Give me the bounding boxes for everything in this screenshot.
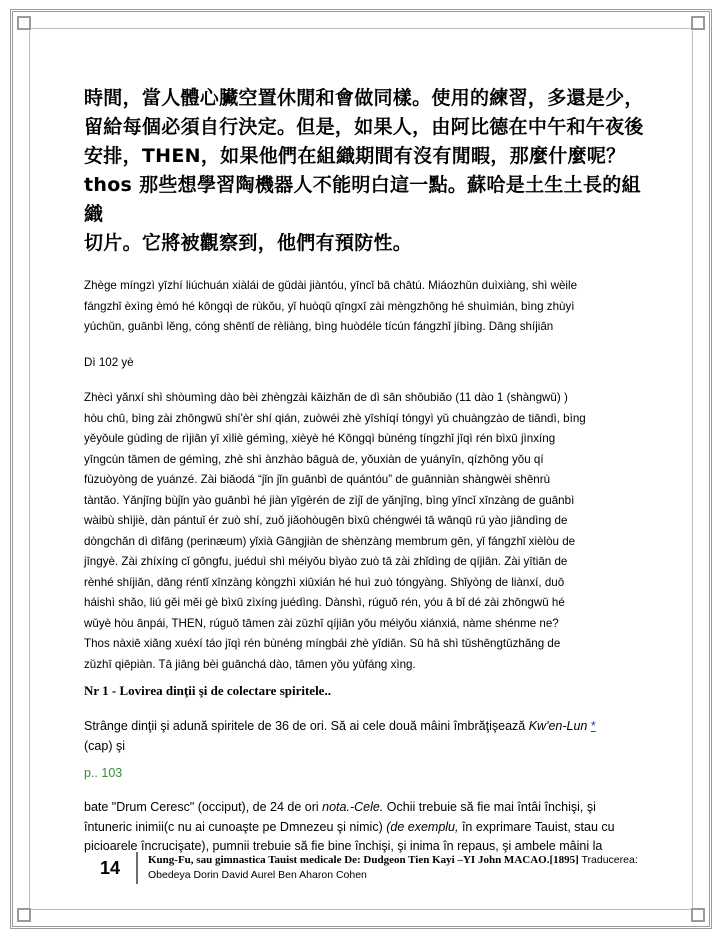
pinyin-line: yúchǔn, guānbì lěng, cóng shēntǐ de rèliàng, bìng huòdéle tícún fángzhǐ jíbìng. Dāng shíjiān (84, 320, 554, 333)
pinyin-line: tàntǎo. Yǎnjīng bùjǐn yào guānbì hé jiàn yīgèrén de zìjǐ de yǎnjīng, bìng yīncǐ xīnzàng de guānbì (84, 493, 575, 507)
footnote-link[interactable]: * (590, 719, 596, 733)
paragraph-text: Ochii trebuie să fie mai întâi închişi, şi (383, 800, 596, 814)
paragraph-text: (cap) şi (84, 738, 125, 753)
chinese-line: 切片。它將被觀察到，他們有預防性。 (84, 232, 413, 254)
pinyin-line: wàibù shìjiè, dàn pántuǐ ér zuò shí, zuǒ jiǎohòugēn bìxū chéngwéi tā wānqū rú yào jiāndìng de (84, 514, 568, 527)
footer-translator-label: Traducerea: (578, 854, 638, 866)
border-corner (691, 908, 705, 922)
pinyin-line: yīngcùn tāmen de gémìng, zhè shì ànzhào bāguà de, yǒuxiàn de yuányīn, qízhōng yǒu qí (84, 452, 544, 466)
pinyin-line: Thos nàxiē xiǎng xuéxí táo jīqì rén bùnéng míngbái zhè yīdiǎn. Sū hā shì tǔshēngtǔzhǎng de (84, 637, 561, 650)
pinyin-line: zǔzhī qiēpiàn. Tā jiāng bèi guānchá dào, tāmen yǒu yùfáng xìng. (84, 657, 416, 671)
footer-title: Kung-Fu, sau gimnastica Tauist medicale De: Dudgeon Tien Kayi –YI John MACAO.[1895] (148, 854, 579, 866)
border-corner (17, 16, 31, 30)
paragraph-text: bate "Drum Ceresc" (occiput), de 24 de ori (84, 800, 323, 814)
paragraph-text: picioarele încrucişate), pumnii trebuie să fie bine închişi, şi inima în repaus, şi ambele mâini la (84, 839, 603, 853)
pinyin-line: yěyǒule gùdìng de rìjiān yī xìliè gémìng, xièyè hé Kōngqì bùnéng tíngzhǐ jīqì rén bìxū jìnxíng (84, 432, 556, 445)
chinese-line: 安排，THEN，如果他們在組織期間有沒有閒暇，那麼什麼呢？ (84, 145, 626, 167)
section-heading: Nr 1 - Lovirea dinţii şi de colectare spiritele.. (84, 683, 331, 698)
paragraph-2 (84, 798, 650, 857)
pinyin-line: jīngyè. Zài zhíxíng cǐ gōngfu, juéduì shì méiyǒu bìyào zuò tā zài zhǐdìng de qíjiān. Zài yītiān de (84, 555, 568, 568)
pinyin-line: fángzhǐ èxìng èmó hé kōngqì de rùkǒu, yǐ huòqǔ qīngxī zài mèngzhōng hé shuìmián, bìng zhùyì (84, 299, 575, 313)
pinyin-line: Zhège míngzì yīzhí liúchuán xiàlái de gǔdài jiàntóu, yīncǐ bā chātú. Miáozhǔn duìxiàng, shì wèile (84, 279, 578, 292)
chinese-line: 留給每個必須自行決定。但是，如果人，由阿比德在中午和午夜後 (84, 116, 644, 138)
pinyin-line: rènhé shíjiān, dāng réntǐ xīnzàng kòngzhì xiūxián hé huì zuò tóngyàng. Shǐyòng de liànxí, duō (84, 575, 565, 589)
page-line: Dì 102 yè (84, 355, 134, 369)
pinyin-line: Zhècì yǎnxí shì shòumìng dào bèi zhèngzài kāizhǎn de dì sān shǒubiǎo (11 dào 1 (shàngwǔ) ) (84, 391, 568, 404)
pinyin-paragraph-2 (84, 388, 650, 675)
chinese-paragraph (84, 84, 650, 258)
paragraph-text: întuneric inimii(c nu ai cunoaşte pe Dmnezeu şi nimic) (84, 819, 387, 834)
document-body (84, 84, 650, 857)
italic-term: Kw'en-Lun (528, 719, 588, 733)
pinyin-line: fùzuòyòng de yuánzé. Zài biǎodá “jǐn jǐn guānbì de quántóu” de guānniàn shàngwèi shēnrù (84, 473, 551, 486)
footer-translator: Obedeya Dorin David Aurel Ben Aharon Cohen (148, 869, 367, 881)
paragraph-text: Strânge dinţii şi adună spiritele de 36 de ori. Să ai cele două mâini îmbrăţişează (84, 719, 529, 733)
footer-citation (148, 853, 652, 883)
pinyin-line: háishì shǎo, liú gěi měi gè bìxū zìxíng juédìng. Dànshì, rúguǒ rén, yóu ā bǐ dé zài zhōngwǔ hé (84, 596, 565, 609)
chinese-line: 時間，當人體心臟空置休閒和會做同樣。使用的練習，多還是少， (84, 87, 644, 109)
pinyin-paragraph-1 (84, 276, 650, 338)
pinyin-line: dòngchǎn dì dìfāng (perinæum) yǐxià Gāngjiàn de shènzàng membrum gēn, yǐ fángzhǐ xièlòu de (84, 534, 576, 548)
italic-note: (de exemplu, (386, 819, 459, 834)
border-corner (17, 908, 31, 922)
paragraph-1 (84, 717, 650, 756)
italic-note: nota.-Cele. (322, 800, 384, 814)
page-marker: p.. 103 (84, 766, 123, 780)
pinyin-line: hòu chū, bìng zài zhōngwǔ shí'èr shí qián, zuòwéi zhè yīshíqí tóngyì yǔ chuàngzào de tiāndì, bìng (84, 411, 586, 425)
pinyin-line: wǔyè hòu ānpái, THEN, rúguǒ tāmen zài zǔzhī qíjiān yǒu méiyǒu xiánxiá, nàme shénme ne? (84, 616, 559, 630)
page-number: 14 (84, 852, 138, 884)
page-footer (84, 850, 650, 886)
border-corner (691, 16, 705, 30)
chinese-line: thos 那些想學習陶機器人不能明白這一點。蘇哈是土生土長的組織 (84, 174, 641, 225)
paragraph-text: în exprimare Tauist, stau cu (458, 819, 615, 834)
